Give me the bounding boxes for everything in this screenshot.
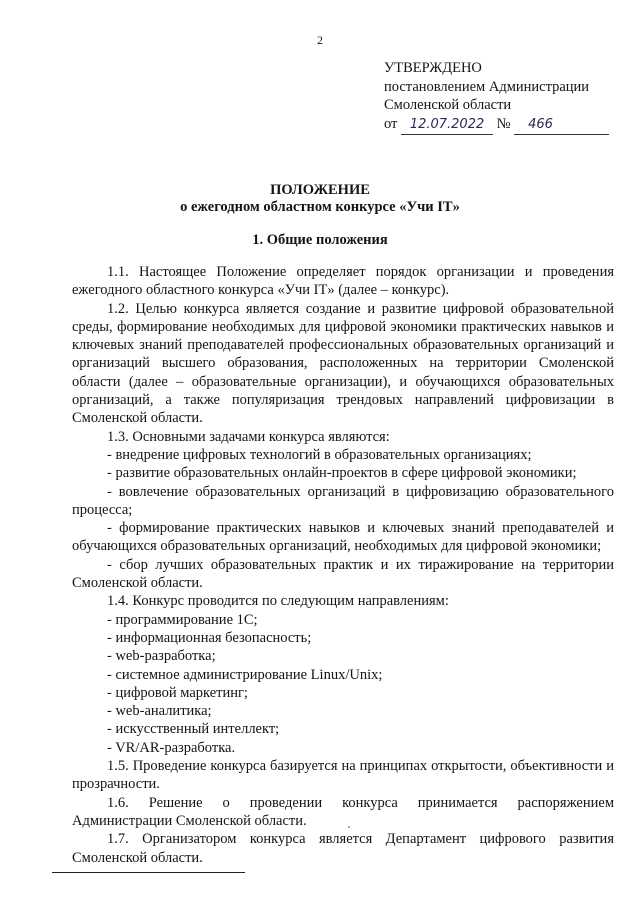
approval-line-2: Смоленской области: [384, 97, 512, 113]
section-heading: 1. Общие положения: [252, 232, 388, 248]
document-title: ПОЛОЖЕНИЕ: [270, 182, 370, 198]
paragraph-1-3: 1.3. Основными задачами конкурса являются:: [107, 428, 390, 445]
paragraph-1-4: 1.4. Конкурс проводится по следующим направлениям:: [107, 593, 449, 610]
paragraph-1-2: 1.2. Целью конкурса является создание и развитие цифровой образовательной среды, формирование необходимых для цифровой экономики практических навыков и ключевых знаний преподавателей профессиональных образовательных организаций и организаций высшего образования, расположенных на территории Смоленской области (далее – образовательные организации), и обучающихся образовательных организаций, а также популяризация трендовых направлений цифровизации в Смоленской области.: [72, 300, 614, 427]
task-item: - развитие образовательных онлайн-проектов в сфере цифровой экономики;: [107, 465, 577, 482]
task-item: - сбор лучших образовательных практик и их тиражирование на территории Смоленской области.: [72, 556, 614, 592]
handwritten-number: 466: [514, 116, 609, 136]
handwritten-date: 12.07.2022: [401, 116, 493, 136]
approval-date-line: [384, 115, 609, 136]
footnote-separator: [52, 872, 245, 873]
direction-item: - цифровой маркетинг;: [107, 684, 248, 701]
direction-item: - искусственный интеллект;: [107, 721, 280, 738]
document-subtitle: о ежегодном областном конкурсе «Учи IT»: [180, 199, 460, 215]
approval-line-1: постановлением Администрации: [384, 78, 590, 95]
task-item: - внедрение цифровых технологий в образовательных организациях;: [107, 446, 532, 463]
paragraph-1-1: 1.1. Настоящее Положение определяет порядок организации и проведения ежегодного областного конкурса «Учи IT» (далее – конкурс).: [72, 264, 614, 299]
paragraph-1-6: 1.6. Решение о проведении конкурса принимается распоряжением Администрации Смоленской области.: [72, 794, 614, 829]
direction-item: - системное администрирование Linux/Unix;: [107, 666, 383, 683]
page-number: 2: [317, 33, 323, 47]
approval-heading: УТВЕРЖДЕНО: [384, 60, 482, 76]
direction-item: - программирование 1С;: [107, 611, 258, 628]
paragraph-1-7: 1.7. Организатором конкурса является Департамент цифрового развития Смоленской области.: [72, 831, 614, 866]
task-item: - вовлечение образовательных организаций в цифровизацию образовательного процесса;: [72, 483, 614, 518]
direction-item: - VR/AR-разработка.: [107, 739, 236, 756]
direction-item: - информационная безопасность;: [107, 629, 312, 646]
scan-speck: [348, 826, 350, 828]
date-prefix: от: [384, 115, 398, 132]
number-prefix: №: [496, 115, 511, 132]
direction-item: - web-разработка;: [107, 648, 216, 665]
approval-stamp: [384, 59, 609, 135]
document-body: [72, 263, 614, 867]
direction-item: - web-аналитика;: [107, 703, 212, 720]
task-item: - формирование практических навыков и ключевых знаний преподавателей и обучающихся образовательных организаций, необходимых для цифровой экономики;: [72, 520, 614, 555]
paragraph-1-5: 1.5. Проведение конкурса базируется на принципах открытости, объективности и прозрачности.: [72, 758, 614, 793]
